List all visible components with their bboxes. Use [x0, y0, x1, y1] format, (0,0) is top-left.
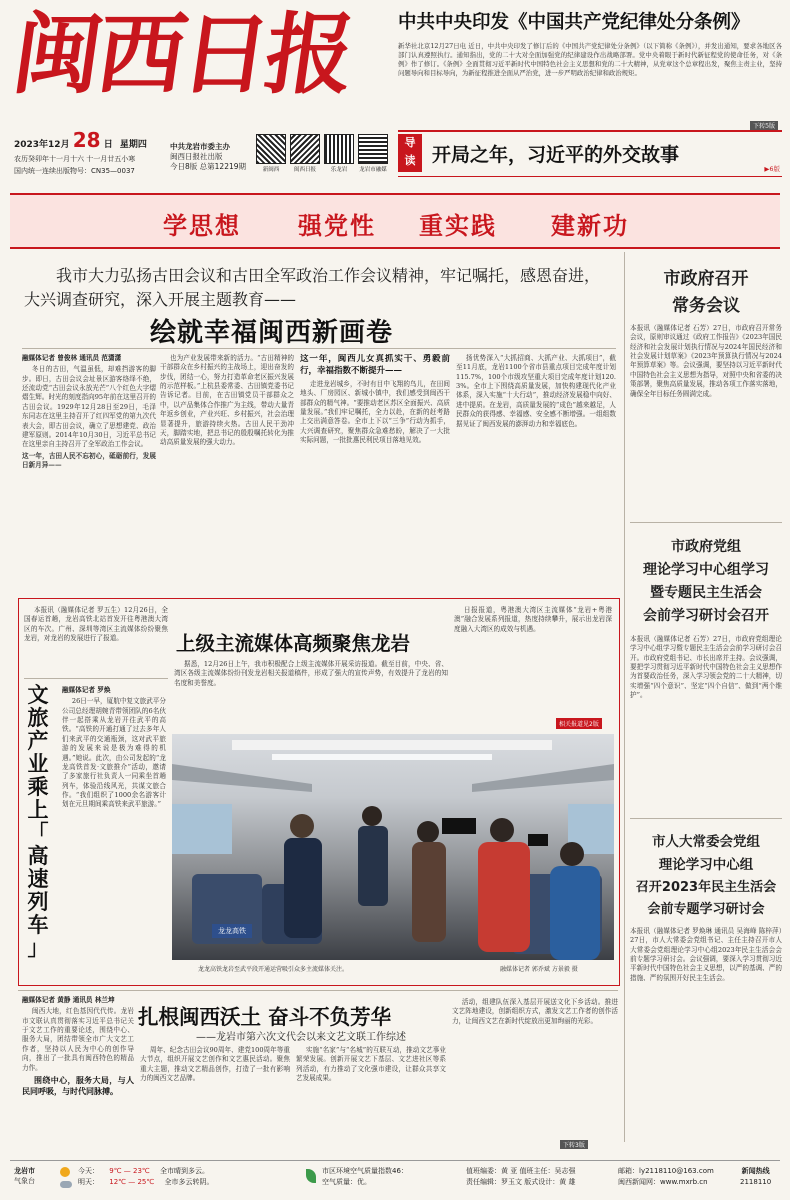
- right-article-1-title-2[interactable]: 常务会议: [672, 296, 740, 316]
- culture-char: 旅: [27, 706, 49, 730]
- cloud-icon: [60, 1181, 72, 1188]
- culture-title-chars: [26, 684, 50, 960]
- top-headline-ref[interactable]: 下转5版: [750, 121, 778, 130]
- bottom-col-1-text: 闽西大地，红色基因代代传。龙岩市文联认真贯彻落实习近平总书记关于文艺工作的重要论述，围绕中心、服务大局，团结带领全市广大文艺工作者，坚持以人民为中心的创作导向，推出了一批具有闽西特色的精品力作。: [22, 1007, 134, 1072]
- right-article-1: [630, 256, 782, 518]
- bottom-title[interactable]: 扎根闽西沃土 奋斗不负芳华: [138, 1005, 392, 1029]
- bottom-col-4: [452, 998, 618, 1138]
- media-lead: [24, 606, 168, 674]
- top-headline-body: 新华社北京12月27日电 近日，中共中央印发了修订后的《中国共产党纪律处分条例》（以下简称《条例》），并发出通知，要求各地区各部门认真遵照执行。通知指出，党的二十大对全面加强党的纪律建设作出战略部署。党中央着眼于新时代新征程党的使命任务，对《条例》作了修订。《条例》全面贯彻习近平新时代中国特色社会主义思想和党的二十大精神，从党章这个总章程出发，聚焦主责主业，坚持问题导向和目标导向，为新征程推进全面从严治党，进一步严明政治纪律和政治规矩。: [398, 42, 782, 78]
- culture-byline: 融媒体记者 罗焕: [62, 686, 111, 694]
- banner-item-3: 重实践: [419, 212, 497, 240]
- publisher-pages: 今日8版 总第12219期: [170, 162, 247, 172]
- qr-code-4[interactable]: [358, 134, 388, 164]
- culture-char: 速: [27, 867, 49, 891]
- tomorrow-temp: 12℃ — 25℃: [109, 1177, 155, 1186]
- media-col-2-text: 据悉，12月26日上午，我市积极配合上级主流媒体开展采访报道。截至目前，中央、省、湾区各级主流媒体纷纷刊发龙岩相关报道稿件，形成了强大的宣传声势，有效提升了龙岩的知名度和美誉度。: [174, 660, 448, 687]
- culture-char: 产: [27, 729, 49, 753]
- lead-col-2: [160, 354, 294, 589]
- photo-caption-right: 融媒体记者 郭乔斌 方景毅 摄: [500, 966, 578, 973]
- forecast-today: [78, 1166, 213, 1177]
- lunar-date: 农历癸卯年十一月十六 十一月廿五小寒: [14, 155, 136, 163]
- qr-label-2: 闽西日报: [293, 167, 316, 173]
- footer-hotline: [740, 1166, 771, 1188]
- date-month: 2023年12月: [14, 140, 70, 150]
- right-article-3: [630, 822, 782, 1142]
- qr-code-1[interactable]: [256, 134, 286, 164]
- culture-char: 高: [27, 844, 49, 868]
- date-day: 28: [72, 128, 101, 152]
- right-divider-1: [630, 522, 782, 523]
- lead-col-2-text: 也为产业发展带来新的活力。“古田精神的干部群众在乡村振兴的主战场上，迎出奋发的步伐，团结一心，努力打造革命老区振兴发展的示范样板。”上杭县委常委、古田镇党委书记告诉记者。目前，在古田镇党员干部群众之中，以产品集体合作推广为主线，带动大量青年返乡创业，产业兴旺、乡村振兴，社会治理显著提升，旅游持续火热。古田人民干劲冲天，脚踏实地，把总书记的殷殷嘱托转化为推动高质量发展的强大动力。: [160, 354, 294, 447]
- footer-email: [618, 1166, 714, 1188]
- guide-ref[interactable]: ▶6版: [764, 165, 780, 173]
- banner-item-2: 强党性: [298, 212, 376, 240]
- banner-item-1: 学思想: [163, 212, 241, 240]
- email-line[interactable]: 邮箱：ly2118110@163.com: [618, 1167, 714, 1175]
- media-title[interactable]: 上级主流媒体高频聚焦龙岩: [176, 632, 411, 655]
- today-label: 今天：: [78, 1167, 99, 1175]
- lead-title[interactable]: 绘就幸福闽西新画卷: [150, 318, 394, 348]
- editor-line-1: 值班编委：黄 亚 值班主任：吴志强: [466, 1167, 576, 1175]
- right-divider-2: [630, 818, 782, 819]
- qr-code-2[interactable]: [290, 134, 320, 164]
- right-article-2-title-2[interactable]: 理论学习中心组学习: [643, 562, 769, 578]
- footer-weather: [14, 1167, 35, 1187]
- masthead-title: 闽西日报: [6, 2, 358, 106]
- footer-editors: [466, 1166, 575, 1188]
- media-col-3-text: 日报报道，粤港澳大湾区主流媒体“龙岩+粤港澳”融合发展系列报道，热度持续攀升，展示出龙岩深度融入大湾区的成效与机遇。: [454, 606, 612, 633]
- right-article-2: [630, 528, 782, 814]
- culture-char: 乘: [27, 775, 49, 799]
- guide-box: [398, 130, 782, 177]
- date-day-suffix: 日: [103, 140, 113, 150]
- hotline-number[interactable]: 2118110: [740, 1177, 772, 1186]
- right-article-1-title-1[interactable]: 市政府召开: [663, 269, 749, 289]
- culture-char: 车: [27, 913, 49, 937]
- lead-col-3: [300, 354, 450, 589]
- lead-col-3-title: 这一年，闽西儿女真抓实干、勇毅前行，幸福指数不断提升——: [300, 354, 450, 376]
- footer: [10, 1160, 780, 1195]
- forecast-tomorrow: [78, 1177, 213, 1188]
- lead-col-4-text: 扬优势深入“大抓招商、大抓产业、大抓项目”，截至11月底，龙岩1100个省市县重点项目完成年度计划115.7%，100个市级攻坚重大项目完成年度计划120.3%。全市上下围绕高质量发展，加快构建现代化产业体系，深入实施“十大行动”，推动经济发展稳中向好、进中提质。在龙岩，高质量发展的“成色”越来越足，人民群众的获得感、幸福感、安全感不断增强。一组组数据见证了闽西发展的澎湃动力和幸福底色。: [456, 354, 616, 428]
- date-weekday: 星期四: [119, 140, 147, 150]
- media-col-2: [174, 660, 448, 730]
- lead-col-1-sub: 这一年，古田人民不忘初心，砥砺前行，发展日新月异——: [22, 451, 156, 469]
- qr-label-3: 乐龙岩: [330, 167, 348, 173]
- aqi-line-1: 市区环境空气质量指数46：: [322, 1167, 408, 1175]
- qr-code-3[interactable]: [324, 134, 354, 164]
- bottom-divider: [18, 990, 618, 991]
- photo-caption-left: 龙龙高铁龙岩至武平段开通运营吸引众多主流媒体关注。: [198, 966, 349, 973]
- guide-label-1: 导: [404, 136, 416, 149]
- masthead-date: [14, 128, 147, 152]
- right-article-2-title-4[interactable]: 会前学习研讨会召开: [643, 608, 769, 624]
- right-article-3-title-2[interactable]: 理论学习中心组: [658, 857, 754, 873]
- lead-col-1: [22, 354, 156, 589]
- bottom-ref[interactable]: 下转3版: [560, 1140, 588, 1149]
- guide-title[interactable]: 开局之年，习近平的外交故事: [432, 144, 680, 166]
- guide-label-2: 读: [404, 154, 416, 167]
- today-desc: 全市晴到多云。: [160, 1167, 210, 1175]
- right-article-3-title-1[interactable]: 市人大常委会党组: [652, 834, 760, 850]
- tomorrow-label: 明天：: [78, 1177, 99, 1186]
- banner-item-4: 建新功: [551, 212, 629, 240]
- footer-aqi: [322, 1166, 408, 1188]
- right-article-2-title-3[interactable]: 暨专题民主生活会: [650, 585, 762, 601]
- right-article-2-title-1[interactable]: 市政府党组: [671, 539, 741, 555]
- footer-forecast: [78, 1166, 213, 1188]
- publisher-2: 闽西日报社出版: [170, 152, 223, 162]
- leaf-icon: [306, 1169, 316, 1183]
- lead-byline: 融媒体记者 曾俊林 通讯员 范潇潇: [22, 354, 122, 362]
- culture-char: 业: [27, 752, 49, 776]
- culture-char: 「: [27, 821, 49, 845]
- culture-char: 文: [27, 683, 49, 707]
- qr-label-1: 新闽西: [262, 167, 280, 173]
- media-ref[interactable]: 相关报道见2版: [556, 718, 602, 729]
- train-sign: 龙龙高铁: [212, 924, 252, 938]
- culture-char: 上: [27, 798, 49, 822]
- hotline-label: 新闻热线: [741, 1167, 770, 1175]
- top-headline: [398, 8, 782, 130]
- website-line[interactable]: 闽西新闻网：www.mxrb.cn: [618, 1177, 708, 1186]
- culture-body: [62, 686, 166, 976]
- culture-text: 26日一早，厦航中复文旅武平分公司总经理胡婉青带领团队的6名伙伴一起搭乘从龙岩开往武平的高铁。“高铁的开通打通了过去多年人们来武平的交通瓶颈，这对武平旅游的发展来说是极为难得的机遇。”她说。此次，由公司发起的“龙龙高铁首发·文旅推介”活动，邀请了多家旅行社负责人一同乘坐首趟列车，体验沿线风光，共谋文旅合作。“我们组织了1000余名游客计划在元旦期间乘高铁来武平旅游。”: [62, 697, 166, 809]
- bottom-col-1: [22, 996, 134, 1140]
- train-photo[interactable]: [172, 734, 614, 960]
- right-article-3-body: 本报讯（融媒体记者 罗焕琳 通讯员 吴海峰 陈梓萍）27日，市人大常委会党组书记、主任主持召开市人大常委会党组理论学习中心组2023年民主生活会会前专题学习研讨会。会议强调，要深入学习贯彻习近平新时代中国特色社会主义思想，以严的基调、严的措施、严的氛围开好民主生活会。: [630, 927, 782, 982]
- media-col-3: [454, 606, 612, 706]
- bottom-subtitle: ——龙岩市第六次文代会以来文艺文联工作综述: [196, 1032, 406, 1043]
- bottom-col-3: [296, 1046, 446, 1142]
- weather-city: 龙岩市: [14, 1167, 35, 1175]
- weather-label: 气象台: [14, 1176, 35, 1185]
- right-article-1-body: 本报讯（融媒体记者 石芳）27日，市政府召开常务会议，原则审议通过《政府工作报告》《2023年国民经济和社会发展计划执行情况与2024年国民经济和社会发展计划草案》《2023年预算执行情况与2024年预算草案》等。会议强调，要坚持以习近平新时代中国特色社会主义思想为指导，对照中央和省委的决策部署，聚焦高质量发展，推动各项工作落实落地，确保全年目标任务圆满完成。: [630, 324, 782, 398]
- bottom-col-4-text: 活动，组建队伍深入基层开展送文化下乡活动。推进文艺阵地建设，创新组织方式，激发文艺工作者的创作活力，让闽西文艺在新时代绽放出更加绚丽的光彩。: [452, 998, 618, 1025]
- lead-kicker: 我市大力弘扬古田会议和古田全军政治工作会议精神，牢记嘱托，感恩奋进，大兴调查研究，深入开展主题教育——: [24, 266, 601, 309]
- right-article-2-body: 本报讯（融媒体记者 石芳）27日，市政府党组理论学习中心组学习暨专题民主生活会会前学习研讨会召开。市政府党组书记、市长出席并主持。会议强调，要把学习贯彻习近平新时代中国特色社会主义思想作为首要政治任务，深入学习领会党的二十大精神，切实增强“四个意识”、坚定“四个自信”、做到“两个维护”。: [630, 635, 782, 700]
- bottom-col-1-sub: 围绕中心，服务大局，与人民同呼吸，与时代同脉搏。: [22, 1074, 134, 1097]
- aqi-line-2: 空气质量：优。: [322, 1177, 371, 1186]
- culture-char: 列: [27, 890, 49, 914]
- culture-divider: [24, 678, 168, 679]
- media-lead-text: 本报讯（融媒体记者 罗五生）12月26日，全国春运首趟，龙岩高铁北站首发开往粤港澳大湾区的车次。广州、深圳等湾区主流媒体纷纷聚焦龙岩，对龙岩的发展进行了报道。: [24, 606, 168, 643]
- lead-col-3-text: 走进龙岩城乡，不时有目中飞翔的鸟儿，在田间地头、厂房园区、新城小镇中，我们感受到闽西干部群众的精气神。“要推动老区苏区全面振兴、高质量发展。”我们牢记嘱托，全力以赴，在新的赶考路上交出满意答卷。全市上下以“三争”行动为抓手，大兴调查研究，聚焦群众急难愁盼，解决了一大批实际问题，一批批惠民利民项目落地见效。: [300, 379, 450, 444]
- cn-number: 国内统一连续出版物号：CN35—0037: [14, 167, 135, 175]
- qr-label-4: 龙岩市融媒: [359, 167, 387, 173]
- lead-col-1-text: 冬日的古田，气温虽低，却难挡游客的脚步。即日，古田会议会址景区游客络绎不绝，还流动党“古田会议永放光芒”八个红色大字熠熠生辉。时光的刻度指向95年前在这里召开的古田会议。1929年12月28日至29日，毛泽东同志在这里主持召开了红四军党的第九次代表大会，即古田会议，确立了思想建党、政治建军原则。2014年10月30日，习近平总书记在这里亲自主持召开了全军政治工作会议。: [22, 365, 156, 449]
- publisher-block: [170, 142, 246, 172]
- qr-codes: [256, 134, 396, 180]
- sun-icon: [60, 1167, 70, 1177]
- top-headline-title[interactable]: 中共中央印发《中国共产党纪律处分条例》: [398, 12, 750, 33]
- lead-divider: [22, 348, 616, 349]
- lead-col-4: [456, 354, 616, 589]
- today-temp: 9℃ — 23℃: [109, 1167, 150, 1175]
- right-col-divider: [624, 252, 625, 1142]
- editor-line-2: 责任编辑：罗玉文 版式设计：黄 雄: [466, 1177, 576, 1186]
- tomorrow-desc: 全市多云转阴。: [164, 1177, 214, 1186]
- right-article-3-title-3[interactable]: 召开2023年民主生活会: [635, 880, 777, 895]
- bottom-col-2: [140, 1046, 290, 1142]
- bottom-byline: 融媒体记者 黄静 通讯员 林兰坤: [22, 996, 115, 1004]
- masthead: [6, 2, 390, 180]
- guide-label: [398, 134, 422, 172]
- publisher-1: 中共龙岩市委主办: [170, 142, 230, 151]
- banner: [10, 193, 780, 249]
- bottom-col-3-text: 实施“名家”与“名城”的互联互动，推动文艺事业繁荣发展。创新开展文艺下基层、文艺进社区等系列活动，有力推动了文化强市建设，让群众共享文艺发展成果。: [296, 1046, 446, 1083]
- bottom-col-2-text: 周年、纪念古田会议90周年、建党100周年等重大节点，组织开展文艺创作和文艺惠民活动。聚焦重大主题，推动文艺精品创作，打造了一批有影响力的闽西文艺品牌。: [140, 1046, 290, 1083]
- culture-char: 」: [27, 936, 49, 960]
- culture-title: [26, 684, 66, 974]
- right-article-3-title-4[interactable]: 会前专题学习研讨会: [647, 902, 765, 917]
